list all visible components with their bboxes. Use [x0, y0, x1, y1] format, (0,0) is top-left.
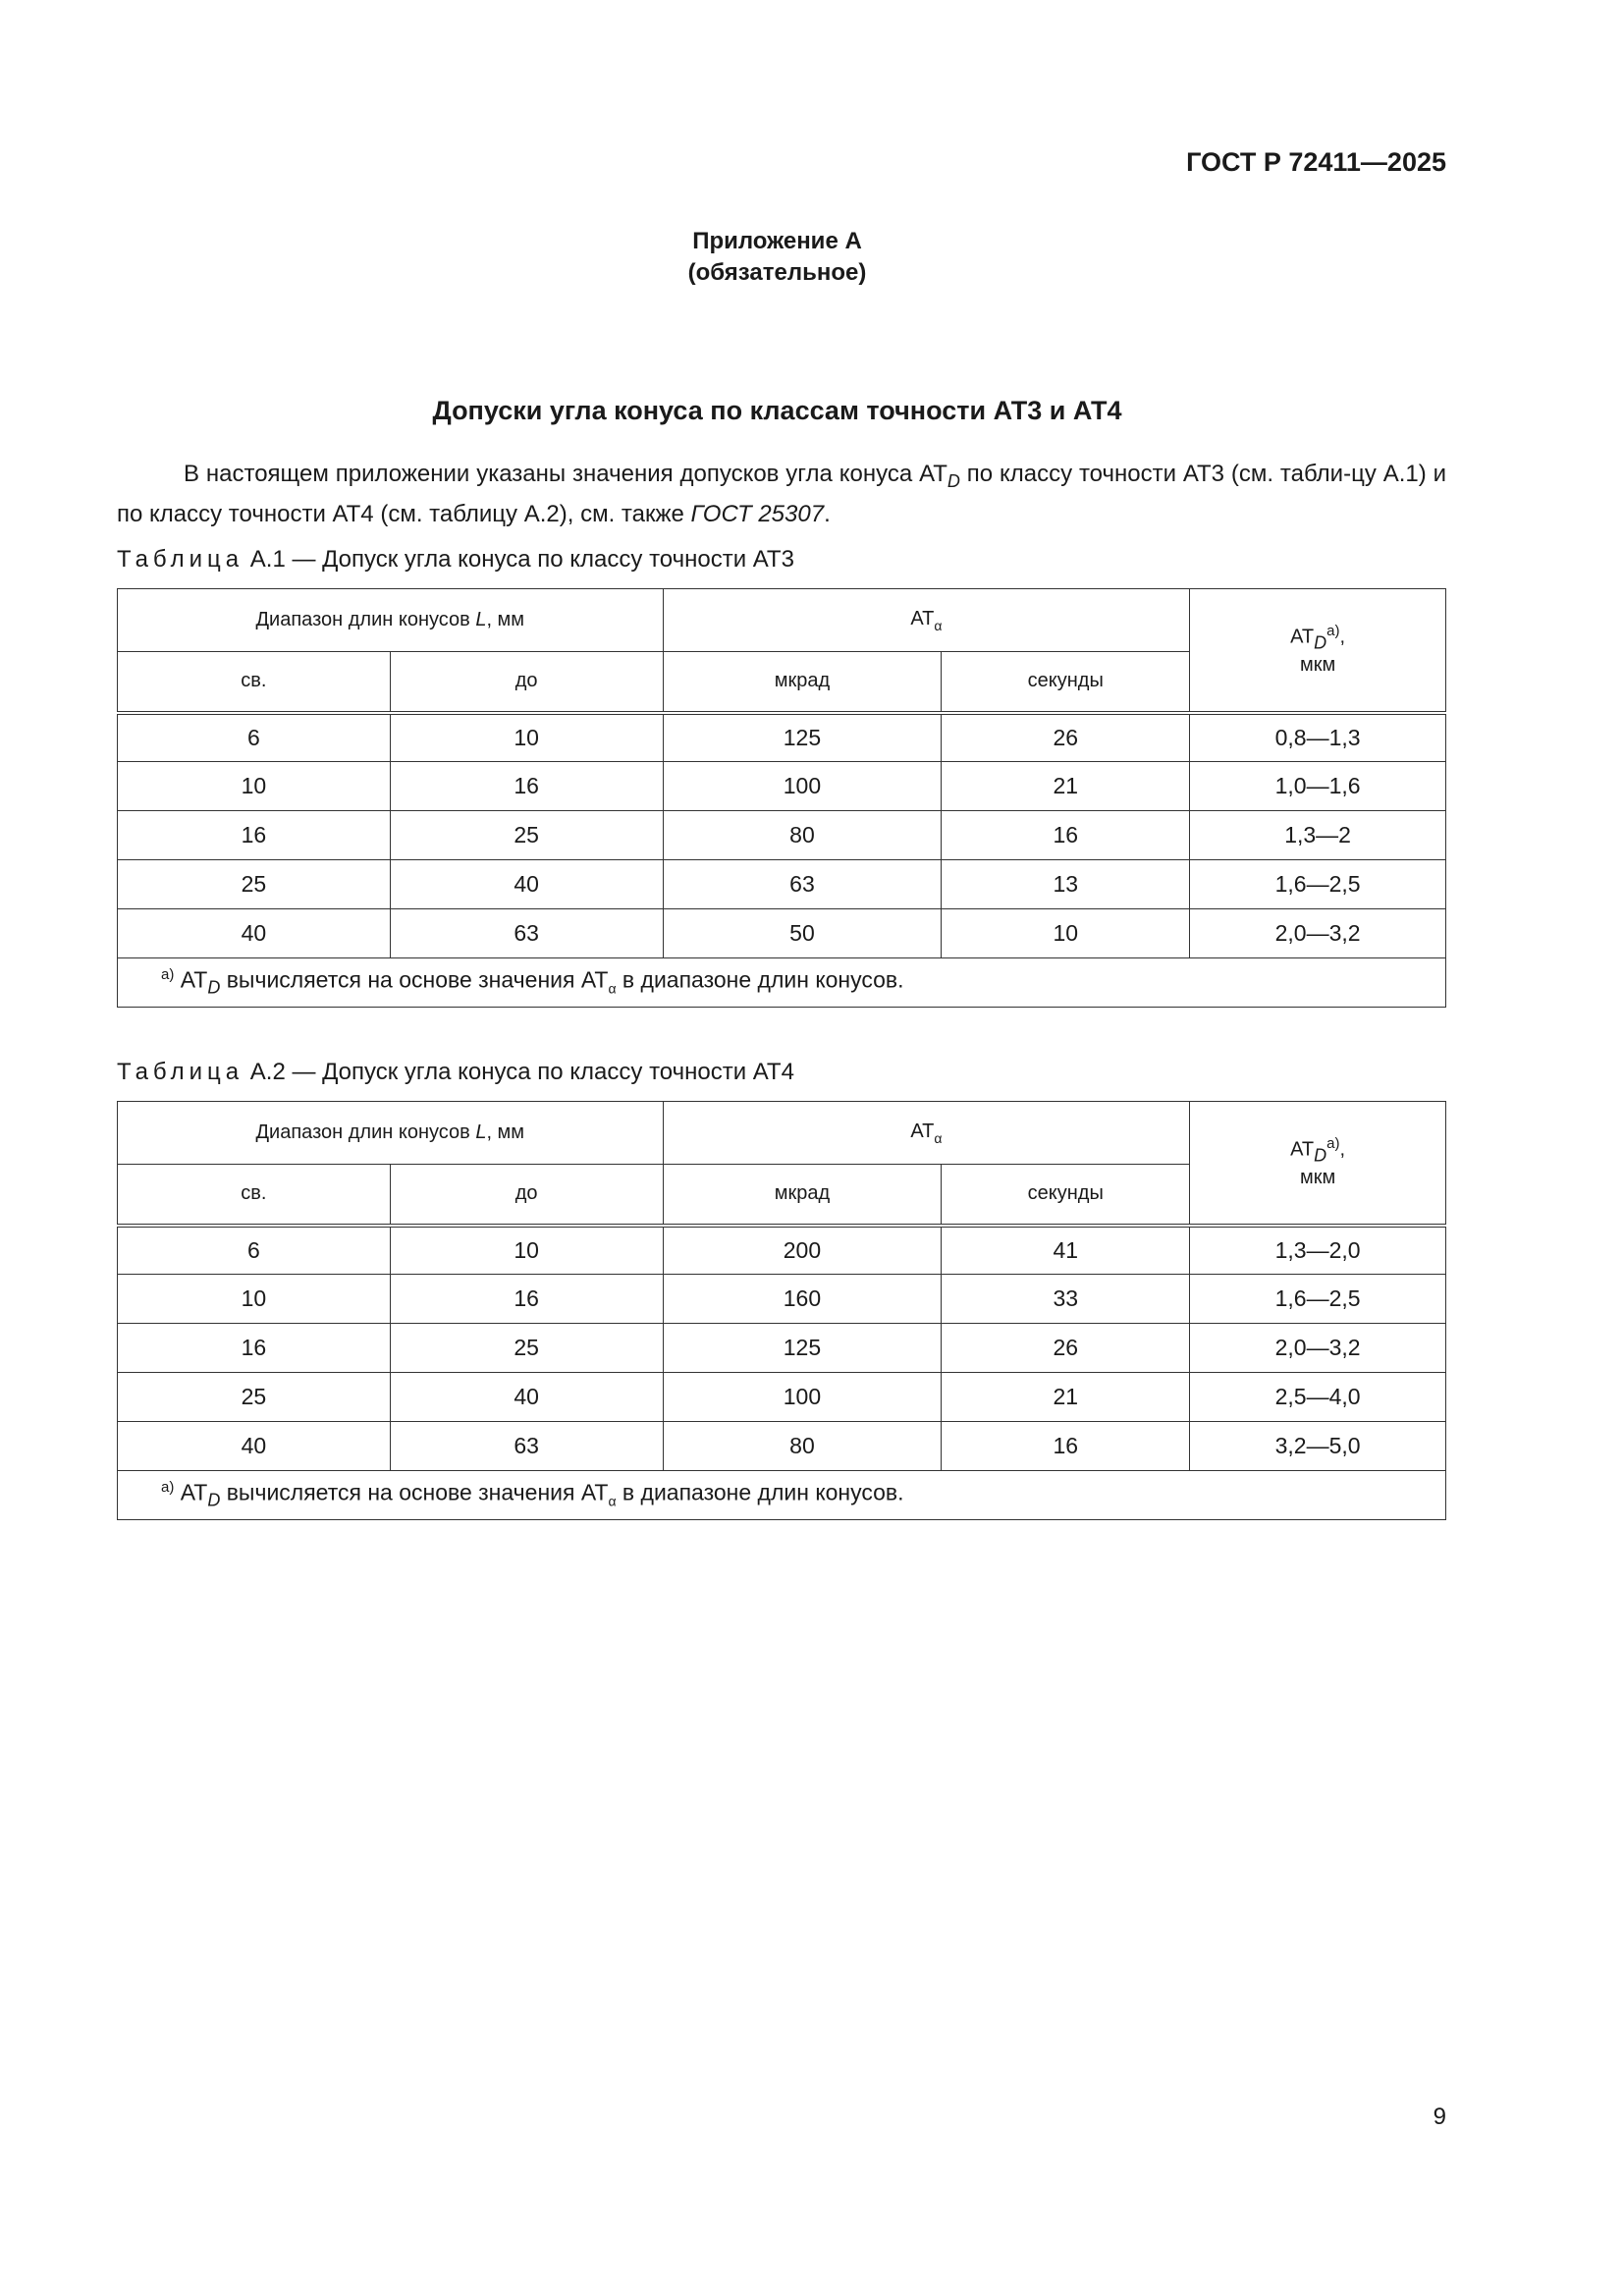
cell-seconds: 16: [942, 1422, 1190, 1471]
cell-seconds: 21: [942, 1373, 1190, 1422]
header-seconds: секунды: [942, 652, 1190, 713]
cell-to: 25: [390, 1324, 663, 1373]
table-a2-footnote: $^{а)}$ $АТ_D$ вычисляется на основе значения $АТ_\alpha$ в диапазоне длин конусов.: [118, 1471, 1446, 1520]
cell-microrad: 63: [663, 860, 942, 909]
section-title: Допуски угла конуса по классам точности АТ3 и АТ4: [432, 396, 1122, 425]
intro-reference: ГОСТ 25307: [690, 501, 825, 527]
cell-microrad: 100: [663, 762, 942, 811]
cell-from: 16: [118, 1324, 391, 1373]
cell-seconds: 21: [942, 762, 1190, 811]
cell-to: 10: [390, 1226, 663, 1275]
cell-microrad: 125: [663, 1324, 942, 1373]
header-microrad: мкрад: [663, 1165, 942, 1226]
header-from: св.: [118, 652, 391, 713]
cell-to: 16: [390, 1275, 663, 1324]
table-row: [118, 909, 1446, 958]
cell-seconds: 33: [942, 1275, 1190, 1324]
cell-from: 16: [118, 811, 391, 860]
cell-from: 40: [118, 909, 391, 958]
header-at-d: $АТD^{а)}$, мкм: [1190, 1102, 1446, 1226]
table-row: [118, 811, 1446, 860]
cell-at-d: 0,8—1,3: [1190, 713, 1446, 762]
table-a2-caption: [117, 1059, 794, 1086]
cell-seconds: 16: [942, 811, 1190, 860]
cell-seconds: 10: [942, 909, 1190, 958]
cell-from: 10: [118, 1275, 391, 1324]
table-a2: [117, 1101, 1446, 1520]
intro-subscript: D: [947, 471, 960, 491]
cell-from: 6: [118, 713, 391, 762]
annex-heading: [0, 226, 1554, 289]
table-a2-caption-prefix: Таблица: [117, 1059, 244, 1085]
table-row: [118, 1226, 1446, 1275]
header-at-alpha: $АТ_\alpha$: [663, 1102, 1190, 1165]
header-seconds: секунды: [942, 1165, 1190, 1226]
cell-seconds: 26: [942, 1324, 1190, 1373]
table-row: [118, 1324, 1446, 1373]
header-to: до: [390, 652, 663, 713]
page-number: 9: [1433, 2104, 1446, 2130]
cell-microrad: 80: [663, 1422, 942, 1471]
cell-from: 25: [118, 860, 391, 909]
cell-at-d: 2,5—4,0: [1190, 1373, 1446, 1422]
cell-to: 16: [390, 762, 663, 811]
cell-at-d: 1,3—2: [1190, 811, 1446, 860]
header-from: св.: [118, 1165, 391, 1226]
intro-text-1: В настоящем приложении указаны значения допусков угла конуса АТ: [184, 461, 947, 487]
cell-seconds: 26: [942, 713, 1190, 762]
table-a2-caption-text: А.2 — Допуск угла конуса по классу точности АТ4: [249, 1059, 794, 1085]
header-to: до: [390, 1165, 663, 1226]
cell-to: 63: [390, 909, 663, 958]
document-code: ГОСТ Р 72411—2025: [1186, 147, 1446, 177]
cell-to: 10: [390, 713, 663, 762]
cell-from: 25: [118, 1373, 391, 1422]
table-row: [118, 762, 1446, 811]
cell-from: 40: [118, 1422, 391, 1471]
cell-seconds: 13: [942, 860, 1190, 909]
intro-end: .: [824, 501, 831, 527]
cell-at-d: 1,0—1,6: [1190, 762, 1446, 811]
intro-text-2: по классу точности АТ3 (см. табли-цу А.1) и по классу точности АТ4 (см. таблицу А.2), см. также: [117, 461, 1446, 527]
table-row: [118, 713, 1446, 762]
table-a1-caption-text: А.1 — Допуск угла конуса по классу точности АТ3: [249, 546, 794, 573]
cell-at-d: 3,2—5,0: [1190, 1422, 1446, 1471]
cell-at-d: 2,0—3,2: [1190, 1324, 1446, 1373]
cell-from: 10: [118, 762, 391, 811]
cell-at-d: 1,6—2,5: [1190, 1275, 1446, 1324]
table-a1-caption: [117, 546, 794, 574]
header-length-range: Диапазон длин конусов L, мм: [118, 589, 664, 652]
cell-at-d: 2,0—3,2: [1190, 909, 1446, 958]
header-microrad: мкрад: [663, 652, 942, 713]
header-length-range: Диапазон длин конусов L, мм: [118, 1102, 664, 1165]
header-at-alpha: $АТ_\alpha$: [663, 589, 1190, 652]
annex-status: (обязательное): [687, 259, 867, 286]
cell-to: 40: [390, 860, 663, 909]
table-row: [118, 1275, 1446, 1324]
table-a1-caption-prefix: Таблица: [117, 546, 244, 573]
cell-microrad: 125: [663, 713, 942, 762]
cell-from: 6: [118, 1226, 391, 1275]
cell-seconds: 41: [942, 1226, 1190, 1275]
intro-paragraph: [117, 458, 1446, 531]
cell-microrad: 160: [663, 1275, 942, 1324]
table-a1-footnote: $^{а)}$ $АТ_D$ вычисляется на основе значения $АТ_\alpha$ в диапазоне длин конусов.: [118, 958, 1446, 1008]
table-row: [118, 860, 1446, 909]
cell-at-d: 1,6—2,5: [1190, 860, 1446, 909]
header-at-d: $АТD^{а)}$, мкм: [1190, 589, 1446, 713]
cell-to: 25: [390, 811, 663, 860]
cell-microrad: 200: [663, 1226, 942, 1275]
cell-at-d: 1,3—2,0: [1190, 1226, 1446, 1275]
cell-to: 63: [390, 1422, 663, 1471]
table-row: [118, 1422, 1446, 1471]
cell-to: 40: [390, 1373, 663, 1422]
cell-microrad: 100: [663, 1373, 942, 1422]
table-row: [118, 1373, 1446, 1422]
table-a1: [117, 588, 1446, 1008]
cell-microrad: 50: [663, 909, 942, 958]
cell-microrad: 80: [663, 811, 942, 860]
annex-label: Приложение А: [692, 228, 862, 254]
